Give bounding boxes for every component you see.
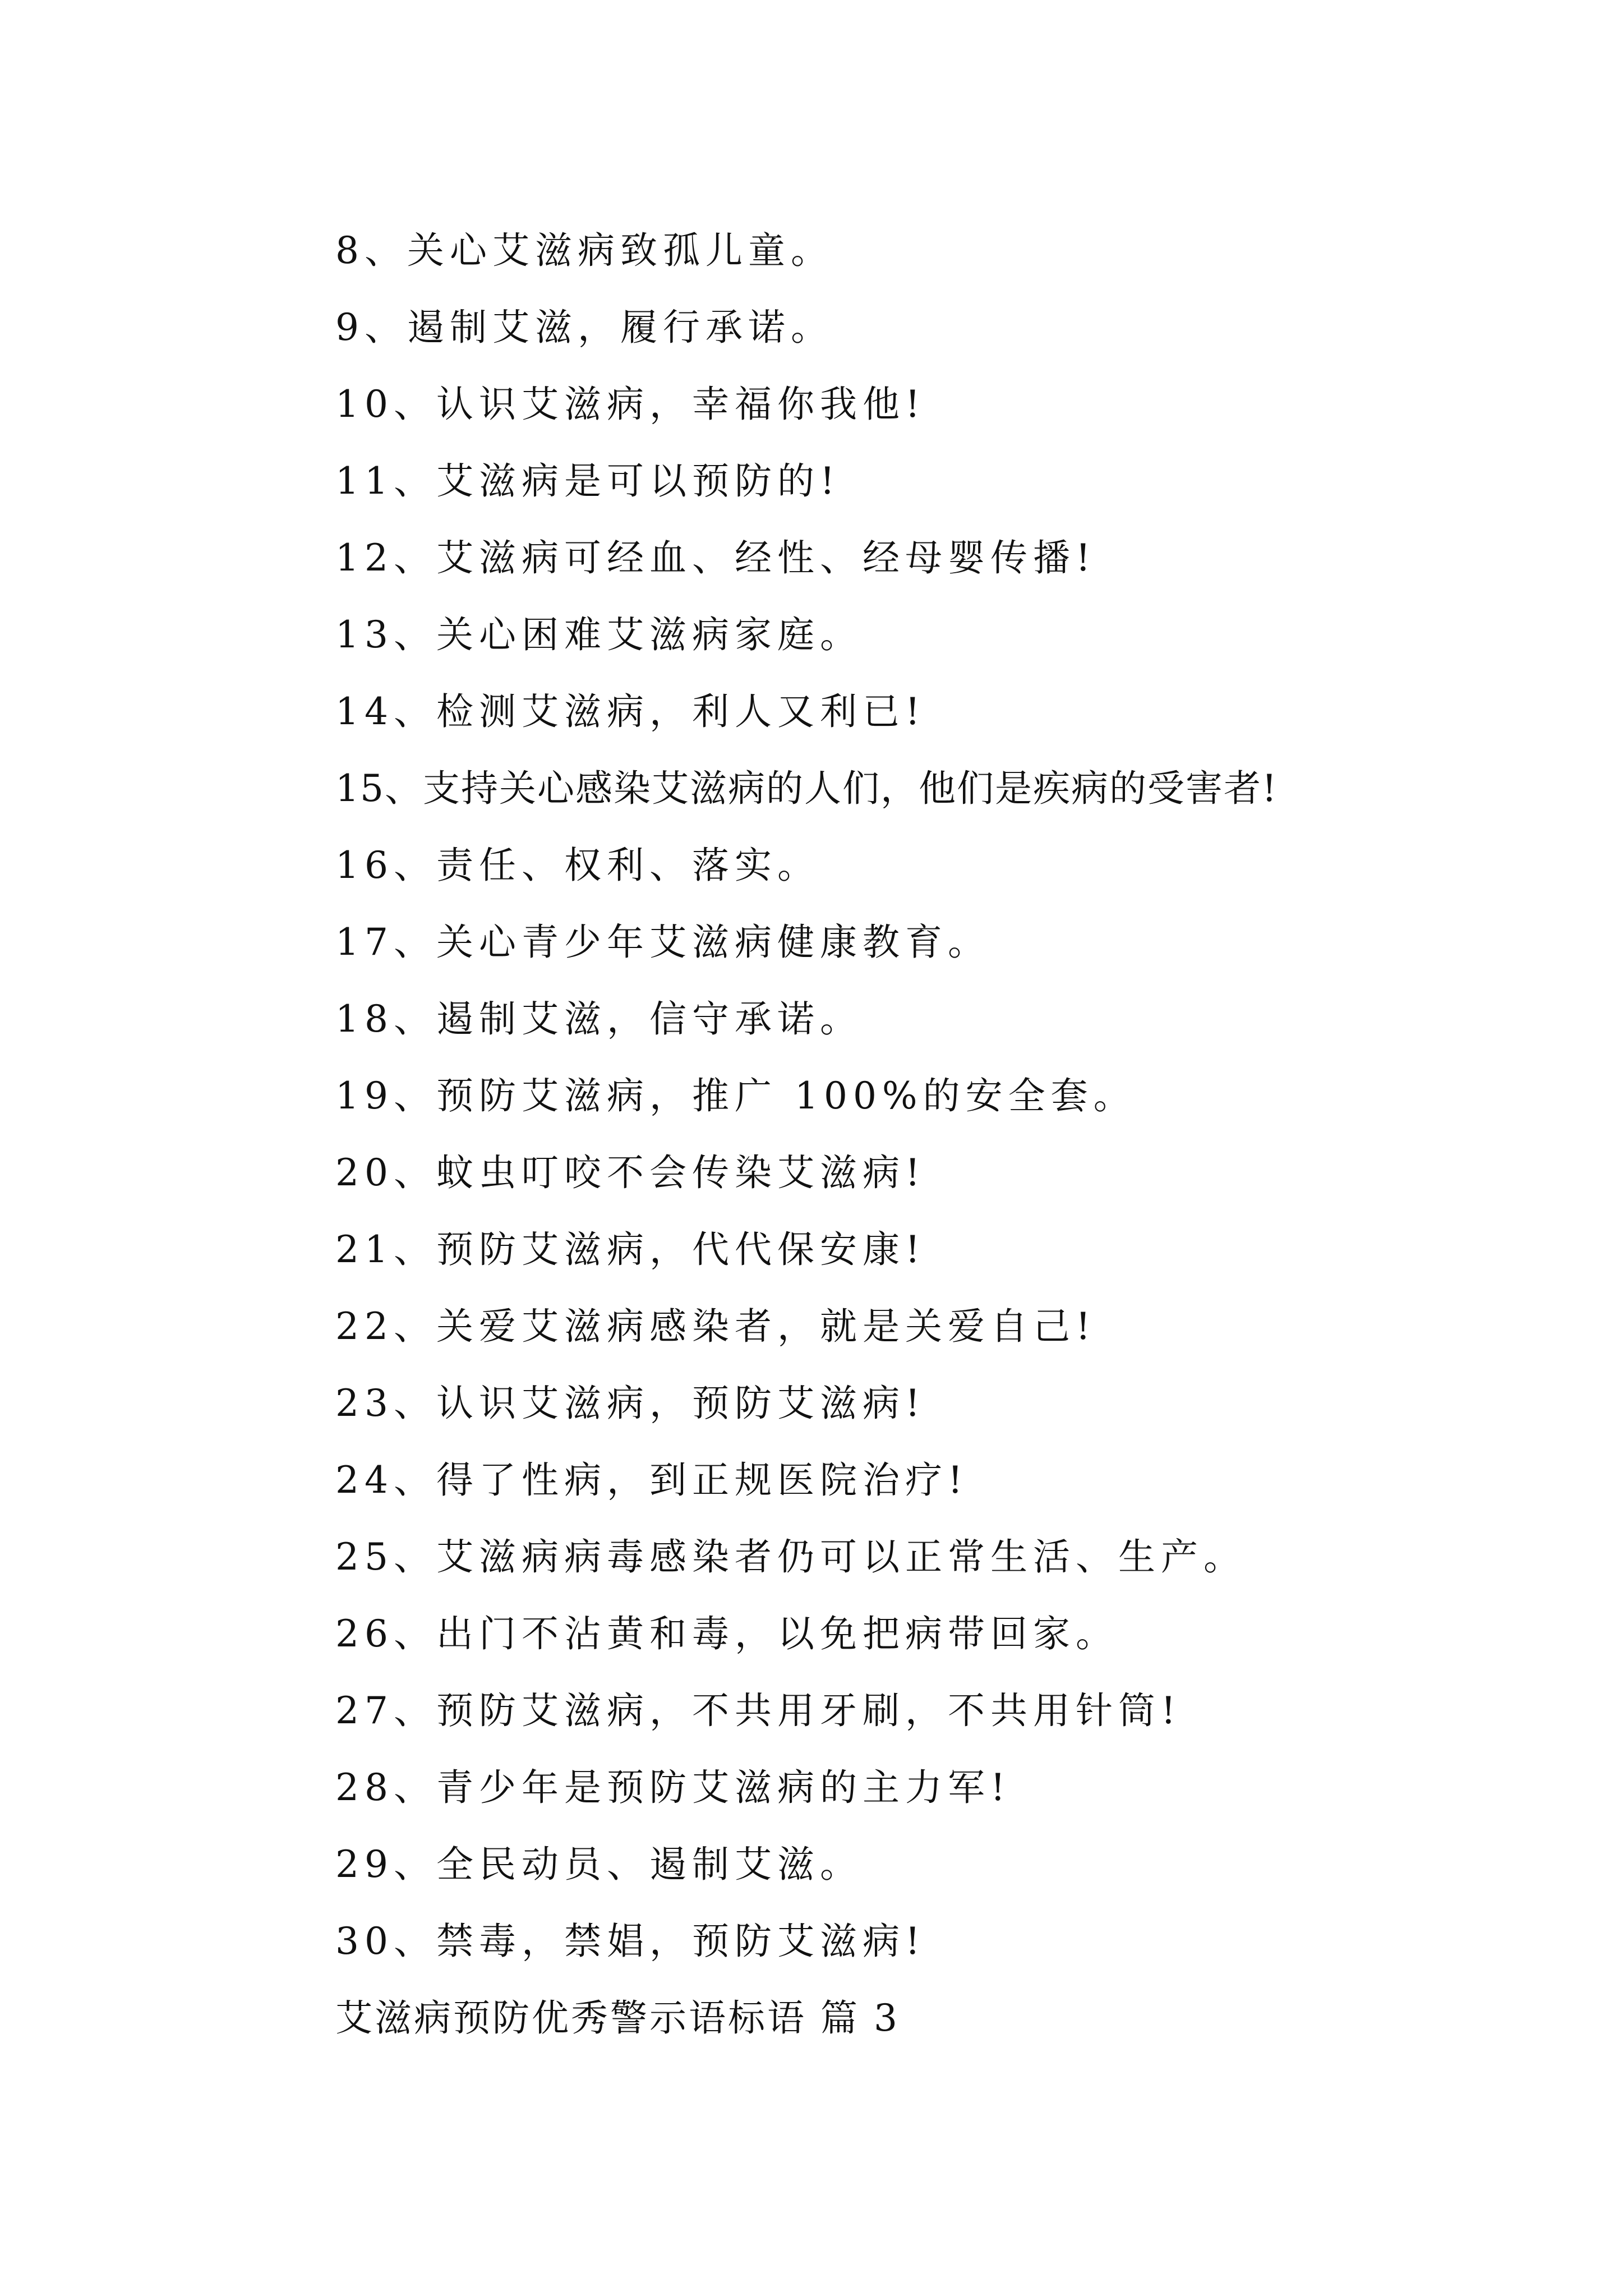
list-item: 16、责任、权利、落实。 xyxy=(335,844,820,887)
list-item: 28、青少年是预防艾滋病的主力军! xyxy=(335,1766,1011,1809)
list-item: 9、遏制艾滋，履行承诺。 xyxy=(335,306,833,349)
list-item: 11、艾滋病是可以预防的! xyxy=(335,459,841,503)
list-item: 30、禁毒，禁娼，预防艾滋病! xyxy=(335,1920,926,1963)
list-item: 14、检测艾滋病，利人又利已! xyxy=(335,690,926,733)
list-item: 18、遏制艾滋，信守承诺。 xyxy=(335,997,863,1041)
list-item: 22、关爱艾滋病感染者，就是关爱自己! xyxy=(335,1305,1096,1348)
list-item: 13、关心困难艾滋病家庭。 xyxy=(335,613,863,656)
slogan-list xyxy=(335,212,1457,2056)
list-item: 19、预防艾滋病，推广 100%的安全套。 xyxy=(335,1074,1136,1117)
list-item: 17、关心青少年艾滋病健康教育。 xyxy=(335,921,990,964)
list-item: 29、全民动员、遏制艾滋。 xyxy=(335,1843,863,1886)
section-heading: 艾滋病预防优秀警示语标语 篇 3 xyxy=(335,1996,900,2040)
list-item: 24、得了性病，到正规医院治疗! xyxy=(335,1458,969,1502)
list-item: 8、关心艾滋病致孤儿童。 xyxy=(335,229,833,272)
list-item: 27、预防艾滋病，不共用牙刷，不共用针筒! xyxy=(335,1689,1182,1732)
list-item: 10、认识艾滋病，幸福你我他! xyxy=(335,383,926,426)
list-item: 26、出门不沾黄和毒，以免把病带回家。 xyxy=(335,1612,1118,1655)
list-item: 12、艾滋病可经血、经性、经母婴传播! xyxy=(335,536,1096,579)
list-item: 15、支持关心感染艾滋病的人们，他们是疾病的受害者! xyxy=(335,767,1278,810)
list-item: 23、认识艾滋病，预防艾滋病! xyxy=(335,1382,926,1425)
list-item: 25、艾滋病病毒感染者仍可以正常生活、生产。 xyxy=(335,1535,1246,1579)
list-item: 21、预防艾滋病，代代保安康! xyxy=(335,1228,926,1271)
list-item: 20、蚊虫叮咬不会传染艾滋病! xyxy=(335,1151,926,1194)
